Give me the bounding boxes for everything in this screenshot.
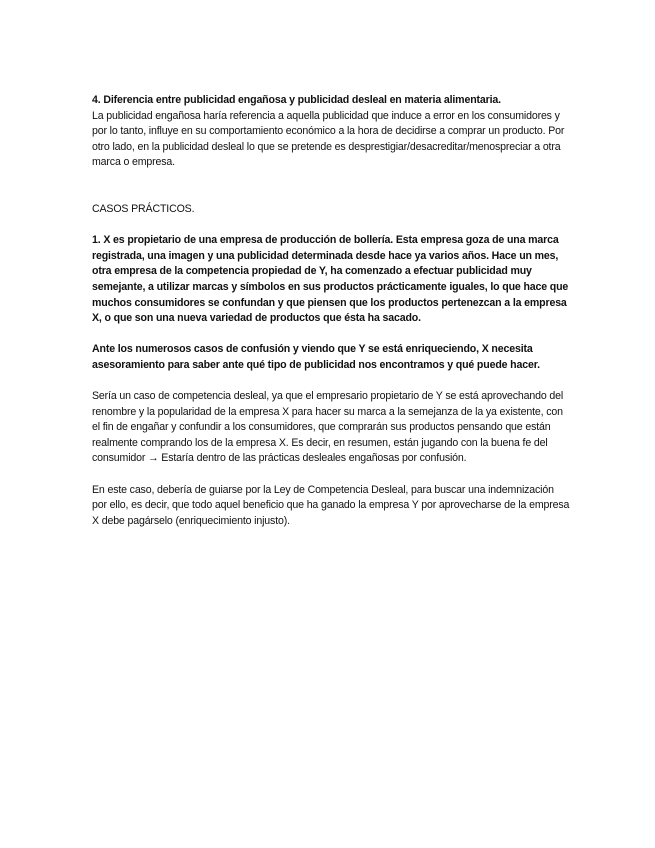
case-1-question: Ante los numerosos casos de confusión y viendo que Y se está enriqueciendo, X necesita asesoramiento para saber ante qué tipo de publicidad nos encontramos y qué puede hacer.	[92, 343, 540, 371]
document-body	[92, 93, 570, 529]
case-1-answer-paragraph-2: En este caso, debería de guiarse por la Ley de Competencia Desleal, para buscar una indemnización por ello, es decir, que todo aquel beneficio que ha ganado la empresa Y por aprovecharse de la empresa X debe pagárselo (enriquecimiento injusto).	[92, 483, 570, 527]
spacer	[92, 171, 570, 202]
spacer	[92, 327, 570, 343]
case-1-statement: 1. X es propietario de una empresa de producción de bollería. Esta empresa goza de una marca registrada, una imagen y una publicidad determinada desde hace ya varios años. Hace un mes, otra empresa de la competencia propiedad de Y, ha comenzado a efectuar publicidad muy semejante, a utilizar marcas y símbolos en sus productos prácticamente iguales, lo que hace que muchos consumidores se confundan y que piensen que los productos pertenezcan a la empresa X, o que son una nueva variedad de productos que ésta ha sacado.	[92, 234, 569, 325]
section-4-body: La publicidad engañosa haría referencia a aquella publicidad que induce a error en los consumidores y por lo tanto, influye en su comportamiento económico a la hora de decidirse a comprar un producto. Por otro lado, en la publicidad desleal lo que se pretende es desprestigiar/desacreditar/menospreciar a otra marca o empresa.	[92, 109, 565, 169]
casos-practicos-title: CASOS PRÁCTICOS.	[92, 202, 195, 215]
spacer	[92, 218, 570, 234]
case-1-answer-paragraph-1: Sería un caso de competencia desleal, ya que el empresario propietario de Y se está aprovechando del renombre y la popularidad de la empresa X para hacer su marca a la semejanza de la ya existente, con el fin de engañar y confundir a los consumidores, que comprarán sus productos pensando que están realmente comprando los de la empresa X. Es decir, en resumen, están jugando con la buena fe del consumidor → Estaría dentro de las prácticas desleales engañosas por confusión.	[92, 390, 564, 465]
spacer	[92, 467, 570, 483]
spacer	[92, 374, 570, 390]
section-4-heading: 4. Diferencia entre publicidad engañosa y publicidad desleal en materia alimentaria.	[92, 94, 501, 106]
